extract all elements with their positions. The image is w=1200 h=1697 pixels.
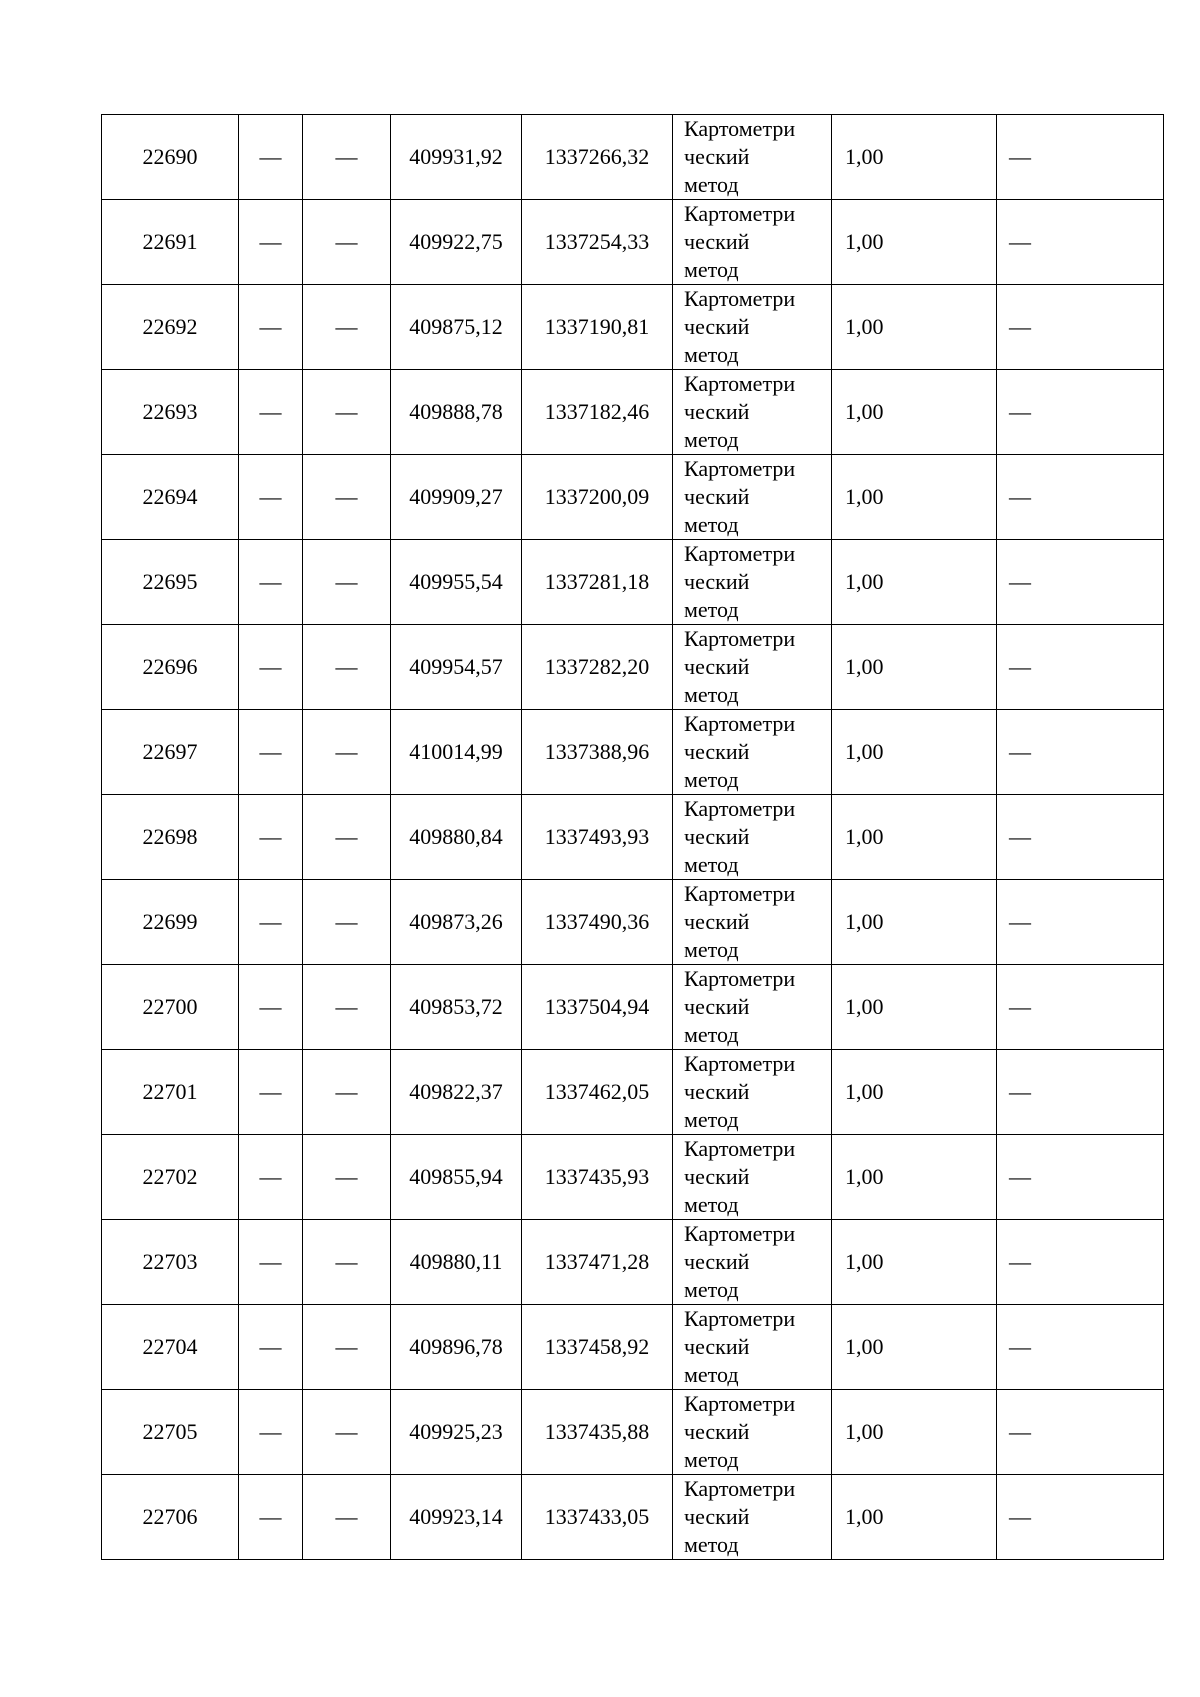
dash-cell: — [239, 625, 303, 710]
note-cell: — [997, 1135, 1164, 1220]
dash-cell: — [239, 285, 303, 370]
method-text-line: ческий [684, 739, 750, 764]
x-coordinate-cell: 409853,72 [391, 965, 522, 1050]
point-number-cell: 22701 [102, 1050, 239, 1135]
table-row [102, 795, 1164, 880]
table-row [102, 1305, 1164, 1390]
method-text-line: метод [684, 1447, 739, 1472]
method-cell [673, 455, 832, 540]
x-coordinate-cell: 409909,27 [391, 455, 522, 540]
method-text-line: метод [684, 427, 739, 452]
dash-cell: — [303, 795, 391, 880]
dash-cell: — [239, 115, 303, 200]
method-text-line: Картометри [684, 1391, 796, 1416]
dash-cell: — [239, 1305, 303, 1390]
note-cell: — [997, 200, 1164, 285]
accuracy-cell: 1,00 [832, 200, 997, 285]
table-row [102, 455, 1164, 540]
method-text-line: ческий [684, 994, 750, 1019]
method-text-line: Картометри [684, 1051, 796, 1076]
method-text-line: ческий [684, 1164, 750, 1189]
note-cell: — [997, 965, 1164, 1050]
method-cell [673, 1475, 832, 1560]
method-text-line: Картометри [684, 456, 796, 481]
table-row [102, 200, 1164, 285]
note-cell: — [997, 880, 1164, 965]
method-text-line: ческий [684, 229, 750, 254]
table-row [102, 285, 1164, 370]
y-coordinate-cell: 1337462,05 [522, 1050, 673, 1135]
dash-cell: — [303, 1135, 391, 1220]
dash-cell: — [239, 1050, 303, 1135]
method-text-line: ческий [684, 654, 750, 679]
note-cell: — [997, 795, 1164, 880]
method-text-line: Картометри [684, 541, 796, 566]
y-coordinate-cell: 1337388,96 [522, 710, 673, 795]
point-number-cell: 22692 [102, 285, 239, 370]
method-text-line: метод [684, 1362, 739, 1387]
table-row [102, 1475, 1164, 1560]
note-cell: — [997, 1220, 1164, 1305]
dash-cell: — [303, 285, 391, 370]
method-text-line: Картометри [684, 711, 796, 736]
y-coordinate-cell: 1337282,20 [522, 625, 673, 710]
table-row [102, 1390, 1164, 1475]
method-text-line: ческий [684, 1504, 750, 1529]
x-coordinate-cell: 409931,92 [391, 115, 522, 200]
method-text-line: ческий [684, 824, 750, 849]
table-row [102, 965, 1164, 1050]
table-row [102, 1050, 1164, 1135]
point-number-cell: 22699 [102, 880, 239, 965]
note-cell: — [997, 1050, 1164, 1135]
point-number-cell: 22696 [102, 625, 239, 710]
dash-cell: — [239, 795, 303, 880]
dash-cell: — [303, 965, 391, 1050]
y-coordinate-cell: 1337281,18 [522, 540, 673, 625]
table-row [102, 370, 1164, 455]
x-coordinate-cell: 409955,54 [391, 540, 522, 625]
x-coordinate-cell: 409873,26 [391, 880, 522, 965]
dash-cell: — [239, 1475, 303, 1560]
x-coordinate-cell: 409875,12 [391, 285, 522, 370]
method-text-line: метод [684, 852, 739, 877]
method-text-line: ческий [684, 1079, 750, 1104]
method-text-line: ческий [684, 399, 750, 424]
method-text-line: метод [684, 512, 739, 537]
accuracy-cell: 1,00 [832, 115, 997, 200]
method-text-line: ческий [684, 909, 750, 934]
point-number-cell: 22693 [102, 370, 239, 455]
note-cell: — [997, 625, 1164, 710]
dash-cell: — [239, 710, 303, 795]
method-text-line: Картометри [684, 371, 796, 396]
y-coordinate-cell: 1337266,32 [522, 115, 673, 200]
point-number-cell: 22690 [102, 115, 239, 200]
accuracy-cell: 1,00 [832, 540, 997, 625]
point-number-cell: 22700 [102, 965, 239, 1050]
point-number-cell: 22702 [102, 1135, 239, 1220]
method-text-line: метод [684, 172, 739, 197]
note-cell: — [997, 115, 1164, 200]
dash-cell: — [239, 370, 303, 455]
coordinates-table [101, 114, 1164, 1560]
method-text-line: метод [684, 342, 739, 367]
point-number-cell: 22697 [102, 710, 239, 795]
method-text-line: ческий [684, 569, 750, 594]
y-coordinate-cell: 1337435,93 [522, 1135, 673, 1220]
method-text-line: ческий [684, 1249, 750, 1274]
method-text-line: метод [684, 1192, 739, 1217]
method-text-line: ческий [684, 1419, 750, 1444]
method-cell [673, 540, 832, 625]
accuracy-cell: 1,00 [832, 1220, 997, 1305]
method-text-line: метод [684, 597, 739, 622]
accuracy-cell: 1,00 [832, 455, 997, 540]
y-coordinate-cell: 1337504,94 [522, 965, 673, 1050]
dash-cell: — [239, 1220, 303, 1305]
y-coordinate-cell: 1337458,92 [522, 1305, 673, 1390]
dash-cell: — [239, 1390, 303, 1475]
accuracy-cell: 1,00 [832, 1135, 997, 1220]
method-text-line: ческий [684, 144, 750, 169]
x-coordinate-cell: 409954,57 [391, 625, 522, 710]
method-cell [673, 1050, 832, 1135]
y-coordinate-cell: 1337435,88 [522, 1390, 673, 1475]
table-body [102, 115, 1164, 1560]
x-coordinate-cell: 410014,99 [391, 710, 522, 795]
point-number-cell: 22705 [102, 1390, 239, 1475]
dash-cell: — [239, 965, 303, 1050]
accuracy-cell: 1,00 [832, 285, 997, 370]
table-row [102, 625, 1164, 710]
method-text-line: Картометри [684, 116, 796, 141]
method-text-line: Картометри [684, 1306, 796, 1331]
method-text-line: Картометри [684, 966, 796, 991]
dash-cell: — [303, 880, 391, 965]
dash-cell: — [303, 115, 391, 200]
method-text-line: метод [684, 257, 739, 282]
method-text-line: метод [684, 1532, 739, 1557]
point-number-cell: 22695 [102, 540, 239, 625]
method-text-line: Картометри [684, 1476, 796, 1501]
method-cell [673, 115, 832, 200]
dash-cell: — [239, 540, 303, 625]
accuracy-cell: 1,00 [832, 880, 997, 965]
dash-cell: — [303, 540, 391, 625]
method-text-line: Картометри [684, 201, 796, 226]
point-number-cell: 22703 [102, 1220, 239, 1305]
method-text-line: Картометри [684, 1221, 796, 1246]
x-coordinate-cell: 409888,78 [391, 370, 522, 455]
note-cell: — [997, 370, 1164, 455]
table-row [102, 880, 1164, 965]
method-cell [673, 1390, 832, 1475]
method-cell [673, 625, 832, 710]
x-coordinate-cell: 409896,78 [391, 1305, 522, 1390]
point-number-cell: 22691 [102, 200, 239, 285]
dash-cell: — [303, 1475, 391, 1560]
accuracy-cell: 1,00 [832, 1475, 997, 1560]
note-cell: — [997, 710, 1164, 795]
note-cell: — [997, 540, 1164, 625]
method-text-line: Картометри [684, 626, 796, 651]
x-coordinate-cell: 409922,75 [391, 200, 522, 285]
method-cell [673, 1135, 832, 1220]
dash-cell: — [303, 1220, 391, 1305]
method-text-line: Картометри [684, 881, 796, 906]
accuracy-cell: 1,00 [832, 370, 997, 455]
dash-cell: — [303, 1305, 391, 1390]
accuracy-cell: 1,00 [832, 1305, 997, 1390]
dash-cell: — [239, 1135, 303, 1220]
accuracy-cell: 1,00 [832, 1390, 997, 1475]
method-text-line: метод [684, 682, 739, 707]
note-cell: — [997, 1390, 1164, 1475]
y-coordinate-cell: 1337490,36 [522, 880, 673, 965]
y-coordinate-cell: 1337493,93 [522, 795, 673, 880]
method-text-line: ческий [684, 314, 750, 339]
accuracy-cell: 1,00 [832, 625, 997, 710]
point-number-cell: 22706 [102, 1475, 239, 1560]
y-coordinate-cell: 1337182,46 [522, 370, 673, 455]
dash-cell: — [303, 370, 391, 455]
note-cell: — [997, 285, 1164, 370]
y-coordinate-cell: 1337190,81 [522, 285, 673, 370]
method-cell [673, 1305, 832, 1390]
x-coordinate-cell: 409923,14 [391, 1475, 522, 1560]
dash-cell: — [303, 1390, 391, 1475]
method-text-line: Картометри [684, 286, 796, 311]
x-coordinate-cell: 409880,84 [391, 795, 522, 880]
note-cell: — [997, 1305, 1164, 1390]
dash-cell: — [239, 200, 303, 285]
note-cell: — [997, 1475, 1164, 1560]
method-cell [673, 795, 832, 880]
method-text-line: ческий [684, 484, 750, 509]
table-row [102, 1135, 1164, 1220]
dash-cell: — [303, 200, 391, 285]
table-row [102, 540, 1164, 625]
x-coordinate-cell: 409925,23 [391, 1390, 522, 1475]
method-text-line: метод [684, 1277, 739, 1302]
accuracy-cell: 1,00 [832, 965, 997, 1050]
dash-cell: — [303, 710, 391, 795]
y-coordinate-cell: 1337254,33 [522, 200, 673, 285]
method-text-line: Картометри [684, 1136, 796, 1161]
dash-cell: — [239, 455, 303, 540]
y-coordinate-cell: 1337200,09 [522, 455, 673, 540]
method-text-line: Картометри [684, 796, 796, 821]
dash-cell: — [303, 1050, 391, 1135]
method-cell [673, 965, 832, 1050]
method-cell [673, 1220, 832, 1305]
accuracy-cell: 1,00 [832, 795, 997, 880]
table-row [102, 710, 1164, 795]
method-cell [673, 200, 832, 285]
point-number-cell: 22698 [102, 795, 239, 880]
method-text-line: ческий [684, 1334, 750, 1359]
x-coordinate-cell: 409822,37 [391, 1050, 522, 1135]
method-cell [673, 880, 832, 965]
method-text-line: метод [684, 937, 739, 962]
dash-cell: — [239, 880, 303, 965]
method-cell [673, 370, 832, 455]
table-row [102, 115, 1164, 200]
x-coordinate-cell: 409855,94 [391, 1135, 522, 1220]
accuracy-cell: 1,00 [832, 710, 997, 795]
point-number-cell: 22704 [102, 1305, 239, 1390]
note-cell: — [997, 455, 1164, 540]
method-text-line: метод [684, 1022, 739, 1047]
method-text-line: метод [684, 1107, 739, 1132]
dash-cell: — [303, 625, 391, 710]
method-cell [673, 285, 832, 370]
table-row [102, 1220, 1164, 1305]
dash-cell: — [303, 455, 391, 540]
method-cell [673, 710, 832, 795]
method-text-line: метод [684, 767, 739, 792]
y-coordinate-cell: 1337471,28 [522, 1220, 673, 1305]
y-coordinate-cell: 1337433,05 [522, 1475, 673, 1560]
accuracy-cell: 1,00 [832, 1050, 997, 1135]
x-coordinate-cell: 409880,11 [391, 1220, 522, 1305]
point-number-cell: 22694 [102, 455, 239, 540]
